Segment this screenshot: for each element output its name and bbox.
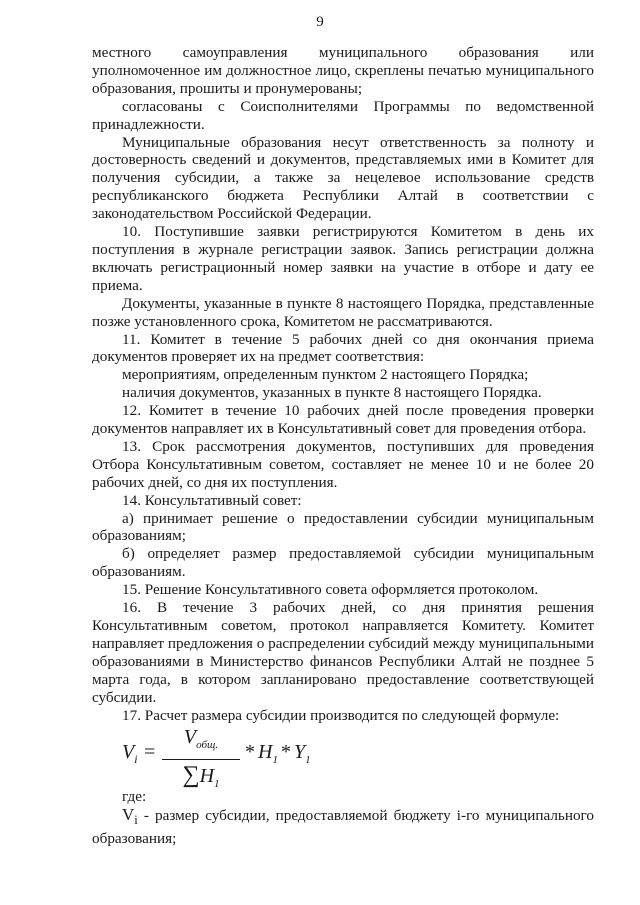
variable-v-description: - размер субсидии, предоставляемой бюджету i-го муниципального образования; (92, 807, 594, 848)
formula-term-1: H (258, 741, 273, 764)
paragraph-1: местного самоуправления муниципального образования или уполномоченное им должностное лицо, скреплены печатью муниципального образования, прошиты и пронумерованы; (92, 44, 594, 97)
formula-term-1-sub: 1 (272, 754, 278, 767)
paragraph-3: Муниципальные образования несут ответственность за полноту и достоверность сведений и документов, представляемых ими в Комитет для получения субсидии, а также за нецелевое использование средств республиканского бюджета Республики Алтай в соответствии с законодательством Российской Федерации. (92, 133, 594, 223)
paragraph-4: 10. Поступившие заявки регистрируются Комитетом в день их поступления в журнале регистрации заявок. Запись регистрации должна включать регистрационный номер заявки на участие в отборе и дату ее приема. (92, 223, 594, 294)
formula-numerator (162, 726, 240, 756)
formula-rest (242, 741, 311, 770)
formula-numerator-sub: общ. (196, 739, 219, 752)
formula-sigma: ∑ (182, 762, 200, 789)
paragraph-16: 17. Расчет размера субсидии производится по следующей формуле: (122, 706, 560, 724)
page-number: 9 (316, 14, 324, 30)
formula-op-1: * (245, 741, 255, 764)
formula-lhs-sub: i (134, 752, 138, 767)
paragraph-12: а) принимает решение о предоставлении субсидии муниципальным образованиям; (92, 509, 594, 545)
document-body (92, 44, 594, 848)
variable-v-symbol: V (122, 805, 135, 825)
formula-equals: = (144, 741, 156, 764)
formula-numerator-symbol: V (183, 726, 197, 749)
paragraph-15: 16. В течение 3 рабочих дней, со дня принятия решения Консультативным советом, протокол направляется Комитету. Комитет направляет предложения о распределении субсидий между муниципальными образованиями в Министерство финансов Республики Алтай не позднее 5 марта года, в котором запланировано предоставление соответствующей субсидии. (92, 599, 594, 706)
paragraph-6: 11. Комитет в течение 5 рабочих дней со дня окончания приема документов проверяет их на предмет соответствия: (92, 330, 594, 366)
paragraph-7: мероприятиям, определенным пунктом 2 настоящего Порядка; (122, 366, 529, 384)
formula-term-2-sub: 1 (305, 754, 311, 767)
formula-denominator-sub: 1 (214, 778, 220, 791)
paragraph-10: 13. Срок рассмотрения документов, поступивших для проведения Отбора Консультативным советом, составляет не менее 10 и не более 20 рабочих дней, со дня их поступления. (92, 437, 594, 491)
subsidy-formula (92, 726, 594, 791)
formula-fraction-bar (162, 759, 240, 760)
paragraph-2: согласованы с Соисполнителями Программы по ведомственной принадлежности. (92, 97, 594, 133)
formula-denominator (162, 762, 240, 797)
variable-v-sub: i (134, 813, 138, 828)
formula-denominator-symbol: H (199, 765, 215, 788)
paragraph-8: наличия документов, указанных в пункте 8 настоящего Порядка. (122, 384, 542, 402)
paragraph-18 (92, 806, 594, 848)
formula-fraction (162, 726, 240, 797)
paragraph-17: где: (122, 788, 147, 806)
paragraph-9: 12. Комитет в течение 10 рабочих дней после проведения проверки документов направляет их в Консультативный совет для проведения отбора. (92, 402, 594, 438)
paragraph-11: 14. Консультативный совет: (122, 491, 302, 509)
formula-term-2: Y (293, 741, 306, 764)
formula-lhs-symbol: V (122, 741, 135, 764)
paragraph-14: 15. Решение Консультативного совета оформляется протоколом. (122, 581, 539, 599)
formula-op-2: * (280, 741, 291, 764)
paragraph-13: б) определяет размер предоставляемой субсидии муниципальным образованиям. (92, 545, 594, 581)
paragraph-5: Документы, указанные в пункте 8 настоящего Порядка, представленные позже установленного срока, Комитетом не рассматриваются. (92, 294, 594, 330)
formula-lhs (122, 741, 138, 769)
